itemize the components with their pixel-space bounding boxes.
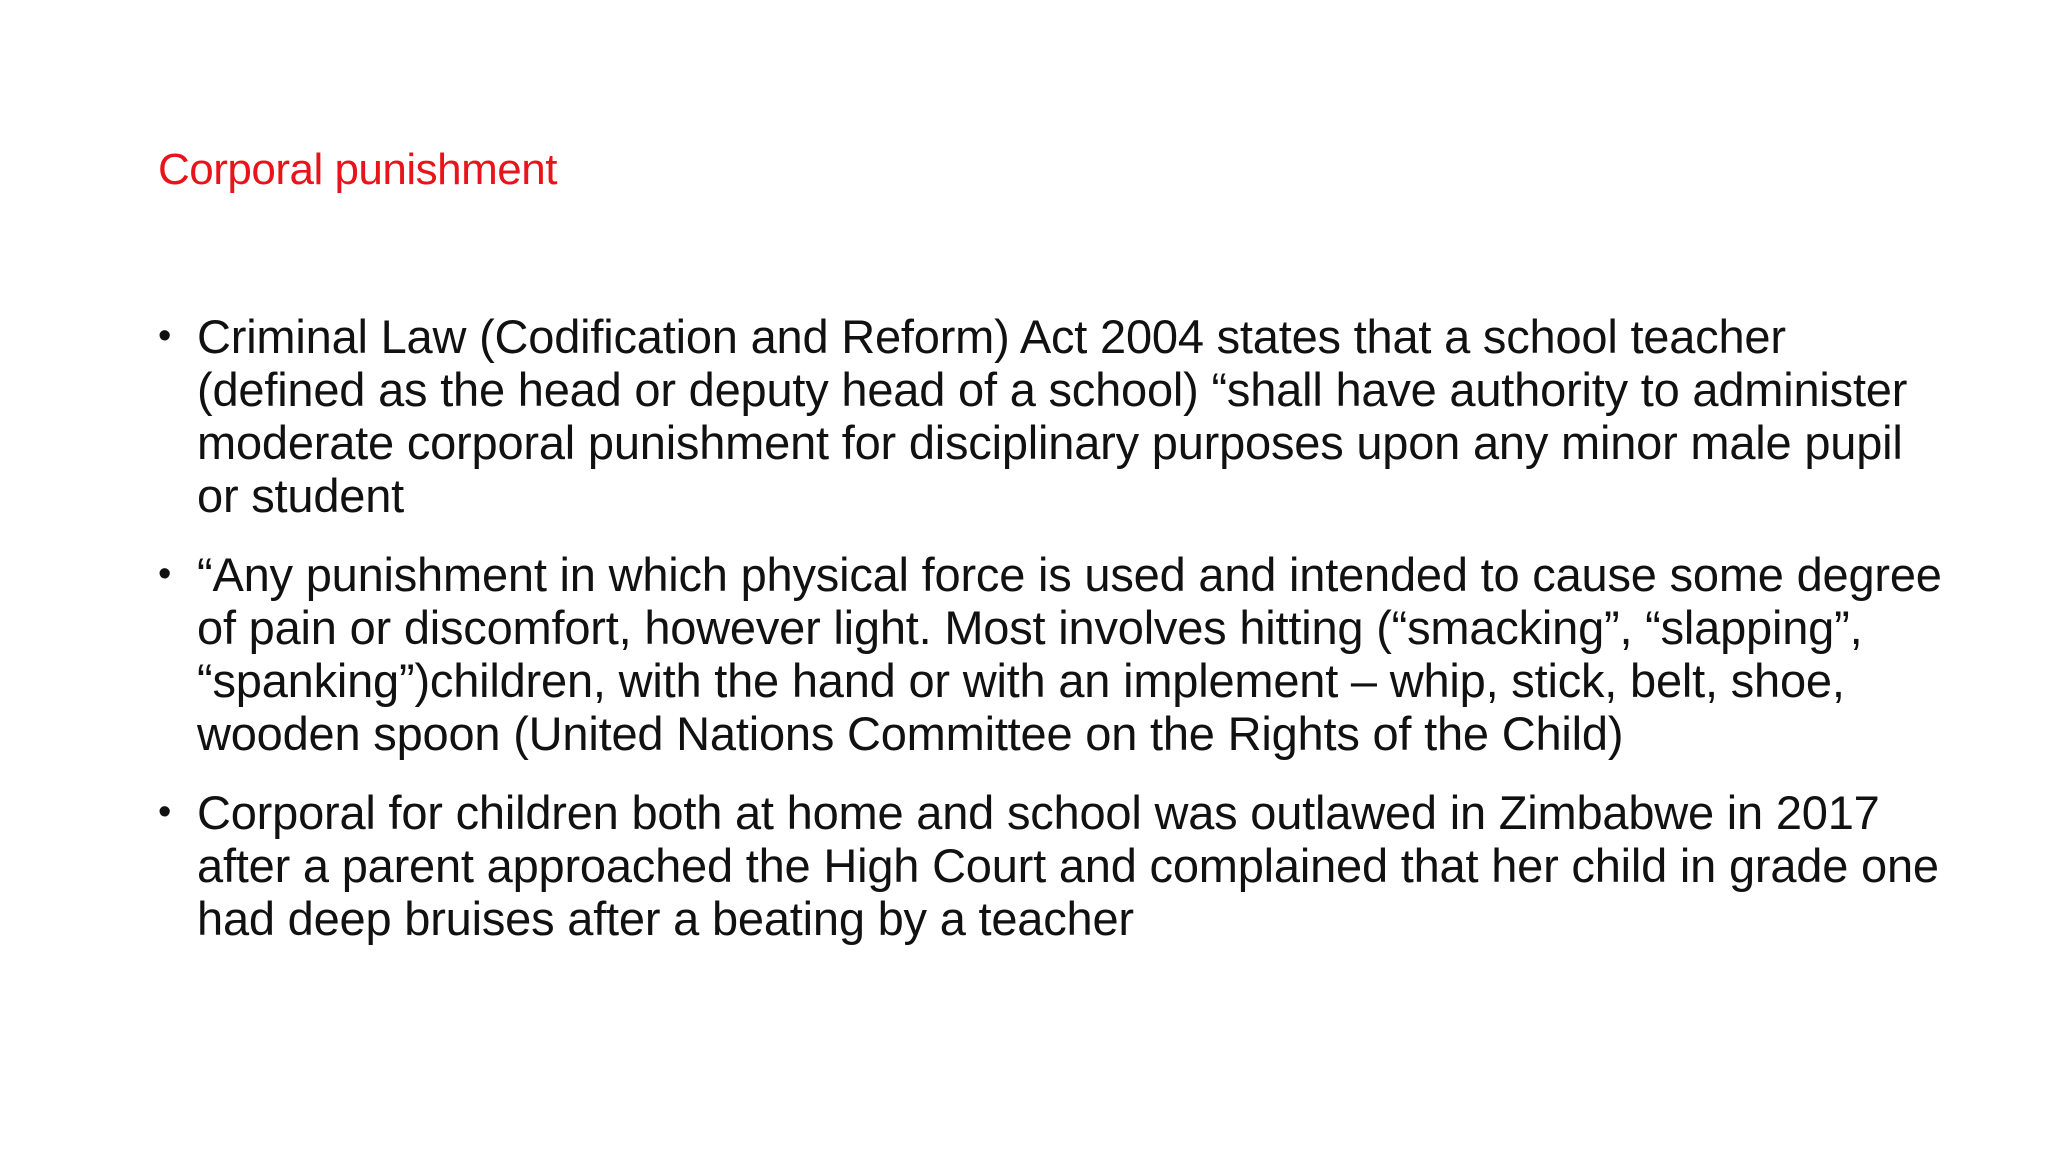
bullet-text: “Any punishment in which physical force is used and intended to cause some degree of pain or discomfort, however light. Most involves hitting (“smacking”, “slapping”, “spanking”)children, with the hand or with an implement – whip, stick, belt, shoe, wooden spoon (United Nations Committee on the Rights of the Child) (197, 548, 1942, 760)
slide-title: Corporal punishment (158, 145, 557, 194)
bullet-text: Corporal for children both at home and school was outlawed in Zimbabwe in 2017 after a parent approached the High Court and complained that her child in grade one had deep bruises after a beating by a teacher (197, 786, 1939, 945)
bullet-list (158, 310, 1948, 971)
bullet-dot-icon: • (158, 553, 172, 595)
bullet-item-outlawed (158, 786, 1948, 945)
bullet-dot-icon: • (158, 315, 172, 357)
bullet-text: Criminal Law (Codification and Reform) Act 2004 states that a school teacher (defined as the head or deputy head of a school) “shall have authority to administer moderate corporal punishment for disciplinary purposes upon any minor male pupil or student (197, 310, 1908, 522)
bullet-dot-icon: • (158, 791, 172, 833)
bullet-item-criminal-law (158, 310, 1948, 522)
bullet-item-definition (158, 548, 1948, 760)
